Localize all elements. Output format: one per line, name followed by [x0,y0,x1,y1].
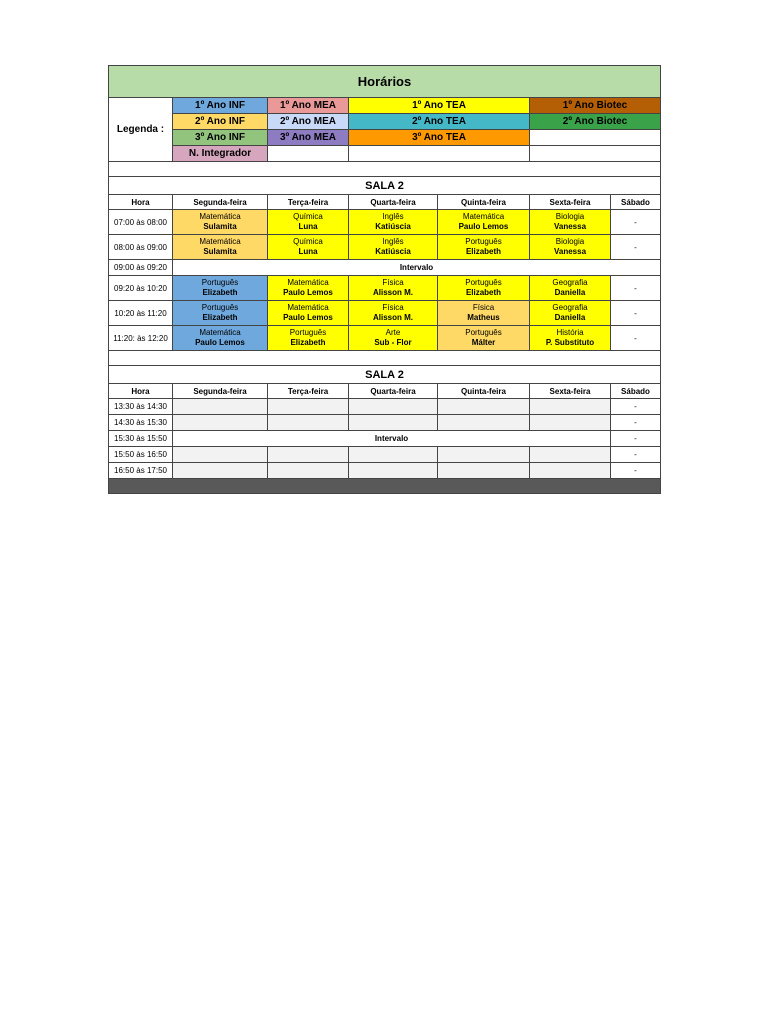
legend-2-tea: 2º Ano TEA [349,114,530,130]
spacer-cell [109,162,661,177]
class-cell [268,210,349,235]
footer-cell [109,479,661,494]
legend-row-2 [109,114,661,130]
saturday-cell: - [611,235,661,260]
saturday-cell: - [611,399,661,415]
interval-row [109,260,661,276]
morning-sala-title: SALA 2 [109,177,661,195]
legend-1-biotec: 1º Ano Biotec [530,98,661,114]
empty-cell [268,399,349,415]
class-cell [268,326,349,351]
teacher: Sulamita [203,247,237,256]
header-hora: Hora [109,195,173,210]
legend-1-mea: 1º Ano MEA [268,98,349,114]
teacher: Paulo Lemos [195,338,245,347]
empty-cell [438,463,530,479]
empty-cell [173,399,268,415]
saturday-cell: - [611,326,661,351]
footer-bar [109,479,661,494]
empty-cell [438,415,530,431]
teacher: Elizabeth [202,288,238,297]
header-sexta: Sexta-feira [530,384,611,399]
legend-empty-cell [530,146,661,162]
class-cell [349,210,438,235]
empty-cell [530,463,611,479]
subject: Português [465,278,502,287]
empty-cell [530,447,611,463]
class-cell [530,276,611,301]
header-hora: Hora [109,384,173,399]
class-cell [173,235,268,260]
table-row [109,399,661,415]
saturday-cell: - [611,210,661,235]
subject: Matemática [199,237,241,246]
subject: Física [382,278,404,287]
class-cell [530,301,611,326]
class-cell [349,235,438,260]
class-cell [438,301,530,326]
afternoon-header-row [109,384,661,399]
time-cell: 15:30 às 15:50 [109,431,173,447]
subject: Inglês [382,212,404,221]
legend-3-mea: 3º Ano MEA [268,130,349,146]
spacer-cell [109,351,661,366]
legend-3-inf: 3º Ano INF [173,130,268,146]
header-quarta: Quarta-feira [349,384,438,399]
time-cell: 09:20 às 10:20 [109,276,173,301]
teacher: Sub - Flor [374,338,412,347]
teacher: Paulo Lemos [283,313,333,322]
time-cell: 10:20 às 11:20 [109,301,173,326]
subject: Química [293,212,323,221]
subject: Português [465,237,502,246]
afternoon-sala-title: SALA 2 [109,366,661,384]
time-cell: 15:50 às 16:50 [109,447,173,463]
legend-empty-cell [530,130,661,146]
header-terca: Terça-feira [268,384,349,399]
legend-empty-cell [268,146,349,162]
teacher: Katiúscia [375,222,411,231]
class-cell [173,276,268,301]
class-cell [438,235,530,260]
subject: Matemática [287,303,329,312]
morning-header-row [109,195,661,210]
legend-row-1 [109,98,661,114]
teacher: Elizabeth [465,288,502,297]
saturday-cell: - [611,431,661,447]
spacer-row [109,162,661,177]
table-row [109,415,661,431]
legend-label: Legenda : [109,98,173,162]
subject: Português [201,278,239,287]
afternoon-sala-row [109,366,661,384]
legend-1-inf: 1º Ano INF [173,98,268,114]
empty-cell [349,447,438,463]
empty-cell [349,415,438,431]
teacher: Elizabeth [465,247,502,256]
subject: Português [289,328,327,337]
empty-cell [268,415,349,431]
subject: Matemática [199,212,241,221]
empty-cell [530,415,611,431]
legend-2-inf: 2º Ano INF [173,114,268,130]
header-quarta: Quarta-feira [349,195,438,210]
interval-row [109,431,661,447]
empty-cell [530,399,611,415]
saturday-cell: - [611,463,661,479]
legend-1-tea: 1º Ano TEA [349,98,530,114]
legend-empty-cell [349,146,530,162]
teacher: Sulamita [203,222,237,231]
empty-cell [438,447,530,463]
saturday-cell: - [611,276,661,301]
subject: Biologia [555,212,585,221]
legend-integrador: N. Integrador [173,146,268,162]
subject: Biologia [555,237,585,246]
table-row [109,210,661,235]
table-row [109,447,661,463]
empty-cell [438,399,530,415]
empty-cell [173,415,268,431]
schedule-table [108,65,661,494]
teacher: Málter [471,338,496,347]
legend-3-tea: 3º Ano TEA [349,130,530,146]
empty-cell [173,463,268,479]
time-cell: 07:00 às 08:00 [109,210,173,235]
saturday-cell: - [611,301,661,326]
header-segunda: Segunda-feira [173,384,268,399]
empty-cell [268,447,349,463]
header-quinta: Quinta-feira [438,384,530,399]
teacher: Elizabeth [290,338,326,347]
time-cell: 14:30 às 15:30 [109,415,173,431]
class-cell [349,276,438,301]
subject: Inglês [382,237,404,246]
schedule-sheet [108,65,660,494]
class-cell [173,326,268,351]
saturday-cell: - [611,447,661,463]
teacher: Daniella [554,288,586,297]
page-title: Horários [109,66,661,98]
time-cell: 11:20: às 12:20 [109,326,173,351]
teacher: Matheus [467,313,500,322]
interval-label: Intervalo [173,260,661,276]
teacher: Luna [298,247,318,256]
class-cell [530,235,611,260]
title-row [109,66,661,98]
table-row [109,301,661,326]
teacher: P. Substituto [545,338,595,347]
class-cell [268,276,349,301]
teacher: Daniella [554,313,586,322]
teacher: Alisson M. [372,313,413,322]
subject: Arte [385,328,401,337]
spacer-row [109,351,661,366]
legend-2-mea: 2º Ano MEA [268,114,349,130]
class-cell [349,301,438,326]
class-cell [268,301,349,326]
class-cell [530,210,611,235]
time-cell: 13:30 às 14:30 [109,399,173,415]
morning-sala-row [109,177,661,195]
subject: Matemática [287,278,329,287]
header-sexta: Sexta-feira [530,195,611,210]
teacher: Alisson M. [372,288,413,297]
subject: Química [293,237,323,246]
teacher: Katiúscia [375,247,411,256]
subject: Matemática [462,212,505,221]
saturday-cell: - [611,415,661,431]
class-cell [530,326,611,351]
class-cell [173,210,268,235]
teacher: Vanessa [553,247,587,256]
header-quinta: Quinta-feira [438,195,530,210]
header-sabado: Sábado [611,384,661,399]
time-cell: 09:00 às 09:20 [109,260,173,276]
header-terca: Terça-feira [268,195,349,210]
empty-cell [268,463,349,479]
class-cell [438,276,530,301]
interval-label: Intervalo [173,431,611,447]
subject: Física [382,303,404,312]
legend-row-3 [109,130,661,146]
table-row [109,463,661,479]
class-cell [268,235,349,260]
teacher: Paulo Lemos [458,222,509,231]
time-cell: 08:00 às 09:00 [109,235,173,260]
subject: Português [465,328,502,337]
empty-cell [349,399,438,415]
class-cell [438,210,530,235]
teacher: Elizabeth [202,313,238,322]
subject: Geografia [552,303,588,312]
header-sabado: Sábado [611,195,661,210]
subject: História [556,328,584,337]
class-cell [349,326,438,351]
class-cell [438,326,530,351]
legend-2-biotec: 2º Ano Biotec [530,114,661,130]
teacher: Luna [298,222,318,231]
table-row [109,235,661,260]
teacher: Paulo Lemos [283,288,333,297]
teacher: Vanessa [553,222,587,231]
subject: Física [472,303,495,312]
table-row [109,326,661,351]
table-row [109,276,661,301]
time-cell: 16:50 às 17:50 [109,463,173,479]
header-segunda: Segunda-feira [173,195,268,210]
subject: Matemática [199,328,241,337]
class-cell [173,301,268,326]
empty-cell [349,463,438,479]
empty-cell [173,447,268,463]
subject: Português [201,303,239,312]
subject: Geografia [552,278,588,287]
legend-row-4 [109,146,661,162]
